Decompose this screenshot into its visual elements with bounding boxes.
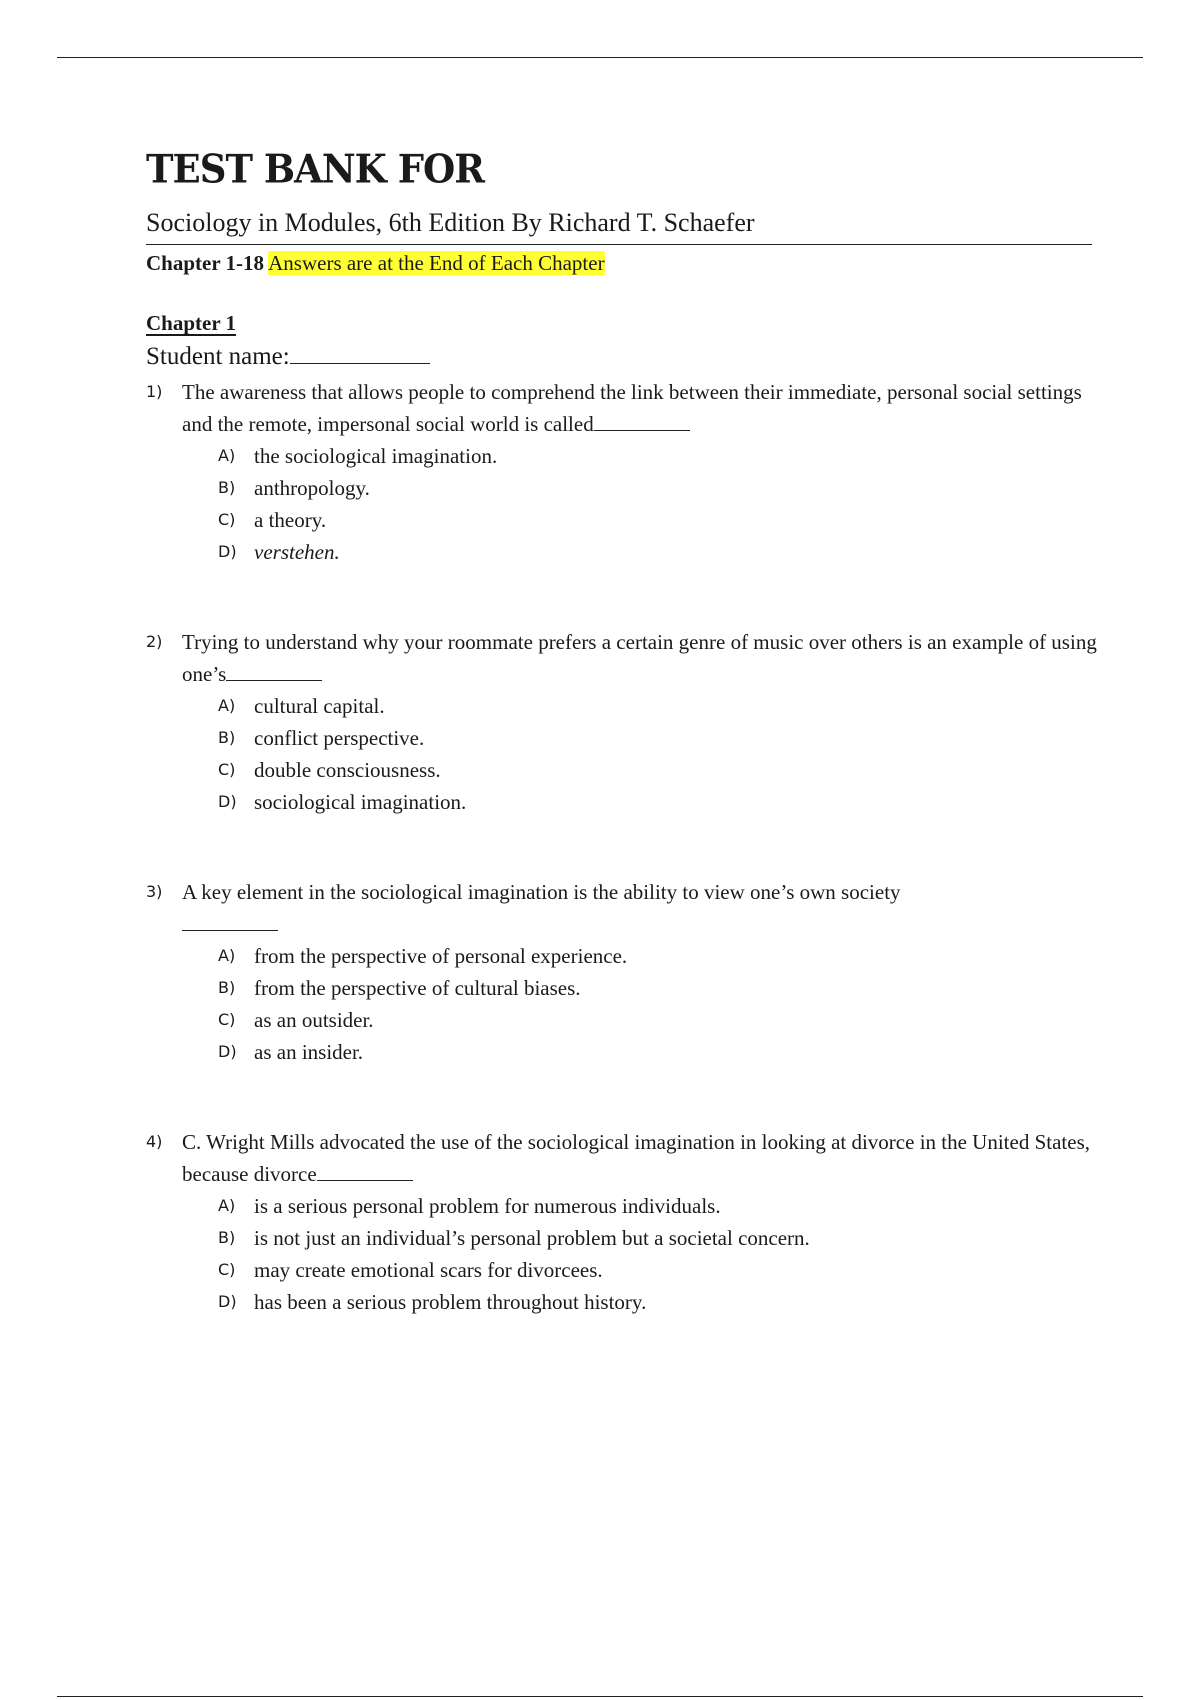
question-text: The awareness that allows people to comprehend the link between their immediate, personal social settings and the remote, impersonal social world is called <box>182 380 1082 436</box>
option-b: B) is not just an individual’s personal problem but a societal concern. <box>218 1226 810 1250</box>
bottom-rule <box>57 1696 1143 1697</box>
option-a: A) is a serious personal problem for numerous individuals. <box>218 1194 721 1218</box>
top-rule <box>57 57 1143 58</box>
student-name-line <box>146 341 1092 372</box>
option-a: A) from the perspective of personal experience. <box>218 944 628 968</box>
document-title: TEST BANK FOR <box>146 145 484 192</box>
question-number: 3) <box>146 882 163 901</box>
question-4 <box>146 1126 1092 1318</box>
option-c: C) may create emotional scars for divorcees. <box>218 1258 603 1282</box>
question-number: 1) <box>146 382 163 401</box>
chapter-heading: Chapter 1 <box>146 311 237 335</box>
chapter-range-line <box>146 249 1092 277</box>
question-text: A key element in the sociological imagination is the ability to view one’s own society <box>182 876 942 940</box>
option-list <box>218 940 1092 1068</box>
option-b: B) conflict perspective. <box>218 726 425 750</box>
option-c: C) double consciousness. <box>218 758 441 782</box>
question-text: Trying to understand why your roommate prefers a certain genre of music over others is an example of using one’s <box>182 630 1097 686</box>
student-name-blank <box>290 341 430 364</box>
question-number: 2) <box>146 632 163 651</box>
option-d: D) sociological imagination. <box>218 790 467 814</box>
option-a: A) the sociological imagination. <box>218 444 498 468</box>
option-d: D) verstehen. <box>218 540 340 564</box>
question-1 <box>146 376 1092 568</box>
student-name-label: Student name: <box>146 343 290 370</box>
option-d: D) has been a serious problem throughout history. <box>218 1290 647 1314</box>
question-2 <box>146 626 1097 818</box>
document-body <box>146 145 1097 1339</box>
option-a: A) cultural capital. <box>218 694 385 718</box>
option-b: B) anthropology. <box>218 476 370 500</box>
option-list <box>218 440 1092 568</box>
answers-note-highlight: Answers are at the End of Each Chapter <box>268 251 605 275</box>
option-c: C) a theory. <box>218 508 327 532</box>
chapter-range: Chapter 1-18 <box>146 251 265 275</box>
question-number: 4) <box>146 1132 163 1151</box>
answer-blank <box>226 662 322 681</box>
answer-blank <box>182 912 278 931</box>
document-subtitle: Sociology in Modules, 6th Edition By Richard T. Schaefer <box>146 210 1092 245</box>
option-list <box>218 1190 1092 1318</box>
answer-blank <box>594 412 690 431</box>
option-list <box>218 690 1092 818</box>
question-text: C. Wright Mills advocated the use of the sociological imagination in looking at divorce in the United States, because divorce <box>182 1130 1091 1186</box>
option-b: B) from the perspective of cultural biases. <box>218 976 581 1000</box>
option-d: D) as an insider. <box>218 1040 364 1064</box>
option-c: C) as an outsider. <box>218 1008 374 1032</box>
answer-blank <box>317 1162 413 1181</box>
question-3 <box>146 876 1092 1068</box>
